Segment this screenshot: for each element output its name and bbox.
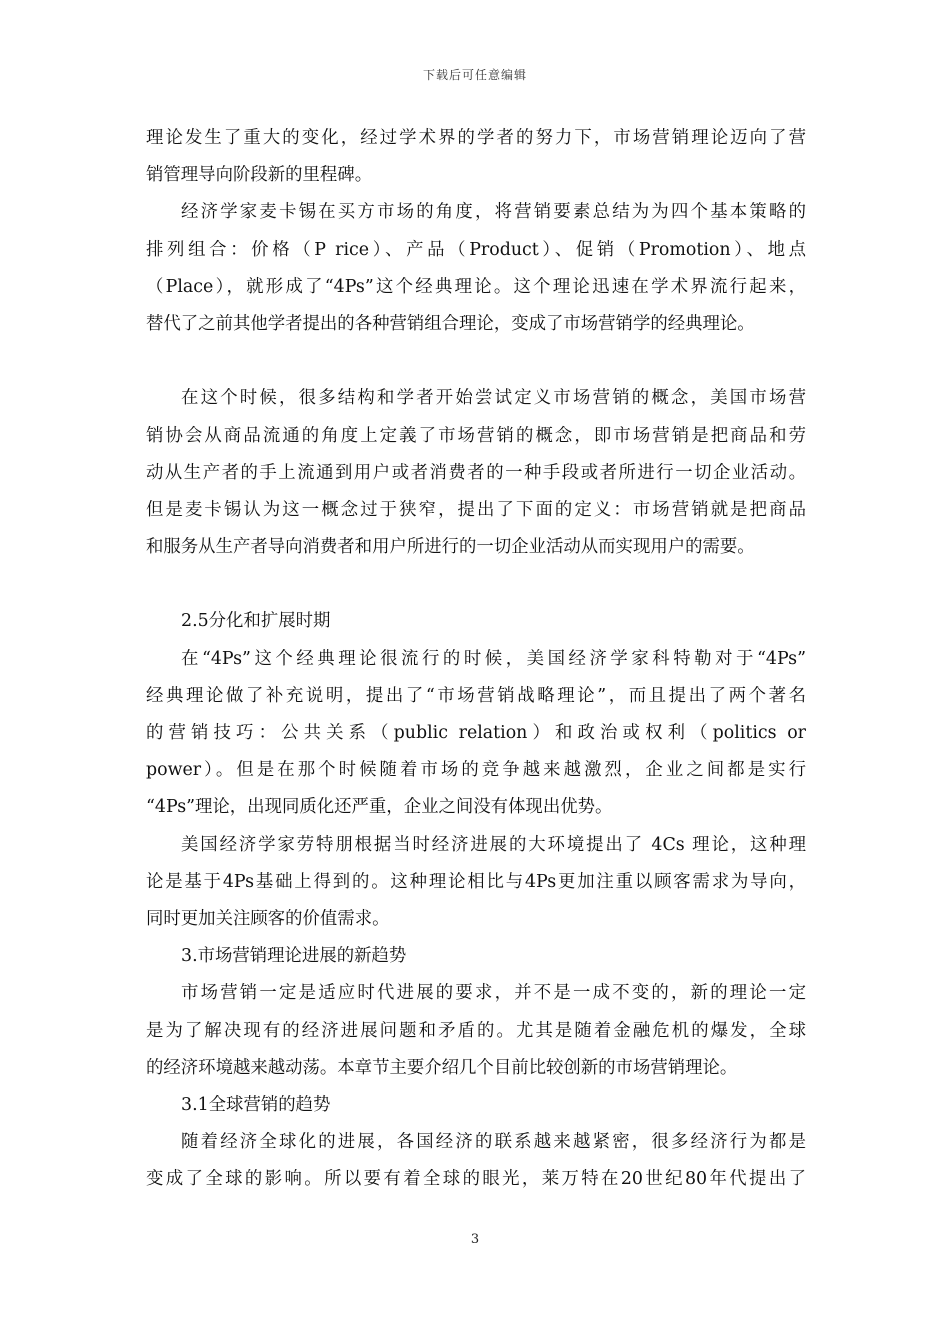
text-line: 经典理论做了补充说明，提出了“市场营销战略理论”，而且提出了两个著名 [146, 685, 806, 706]
text-line: 的经济环境越来越动荡。本章节主要介绍几个目前比较创新的市场营销理论。 [146, 1057, 738, 1078]
section-heading: 2.5分化和扩展时期 [181, 611, 331, 632]
text-line: 理论发生了重大的变化，经过学术界的学者的努力下，市场营销理论迈向了营 [146, 128, 806, 148]
text-line: 在“4Ps”这个经典理论很流行的时候，美国经济学家科特勒对于“4Ps” [181, 648, 806, 669]
text-line: 论是基于4Ps基础上得到的。这种理论相比与4Ps更加注重以顾客需求为导向， [146, 871, 806, 892]
page-number: 3 [470, 1232, 480, 1247]
text-line: 随着经济全球化的进展，各国经济的联系越来越紧密，很多经济行为都是 [181, 1132, 806, 1153]
document-body [146, 120, 806, 1198]
text-line: 是为了解决现有的经济进展问题和矛盾的。尤其是随着金融危机的爆发，全球 [146, 1020, 806, 1041]
text-line: 动从生产者的手上流通到用户或者消费者的一种手段或者所进行一切企业活动。 [146, 462, 806, 483]
paragraph-gap [146, 343, 806, 380]
text-line: 市场营销一定是适应时代进展的要求，并不是一成不变的，新的理论一定 [181, 983, 806, 1004]
paragraph-gap [146, 566, 806, 603]
text-line: “4Ps”理论，出现同质化还严重，企业之间没有体现出优势。 [146, 797, 613, 818]
section-heading: 3.1全球营销的趋势 [181, 1094, 331, 1115]
text-line: 的营销技巧：公共关系（public relation）和政治或权利（politics or [146, 723, 806, 743]
text-line: 但是麦卡锡认为这一概念过于狭窄，提出了下面的定义：市场营销就是把商品 [146, 499, 806, 520]
text-line: 销协会从商品流通的角度上定義了市场营销的概念，即市场营销是把商品和劳 [146, 425, 806, 446]
section-heading: 3.市场营销理论进展的新趋势 [181, 946, 407, 967]
text-line: 排列组合：价格（P rice）、产品（Product）、促销（Promotion）、地点 [146, 239, 806, 260]
text-line: （Place），就形成了“4Ps”这个经典理论。这个理论迅速在学术界流行起来， [146, 276, 806, 297]
text-line: 变成了全球的影响。所以要有着全球的眼光，莱万特在20世纪80年代提出了 [146, 1169, 806, 1190]
text-line: power）。但是在那个时候随着市场的竞争越来越激烈，企业之间都是实行 [146, 760, 806, 781]
page-header: 下载后可任意编辑 [422, 68, 527, 82]
text-line: 同时更加关注顾客的价值需求。 [146, 908, 390, 929]
text-line: 在这个时候，很多结构和学者开始尝试定义市场营销的概念，美国市场营 [181, 388, 806, 409]
text-line: 经济学家麦卡锡在买方市场的角度，将营销要素总结为为四个基本策略的 [181, 202, 806, 223]
text-line: 和服务从生产者导向消费者和用户所进行的一切企业活动从而实现用户的需要。 [146, 537, 755, 558]
text-line: 销管理导向阶段新的里程碑。 [146, 165, 373, 186]
text-line: 美国经济学家劳特朋根据当时经济进展的大环境提出了 4Cs 理论，这种理 [181, 834, 806, 855]
text-line: 替代了之前其他学者提出的各种营销组合理论，变成了市场营销学的经典理论。 [146, 313, 755, 334]
